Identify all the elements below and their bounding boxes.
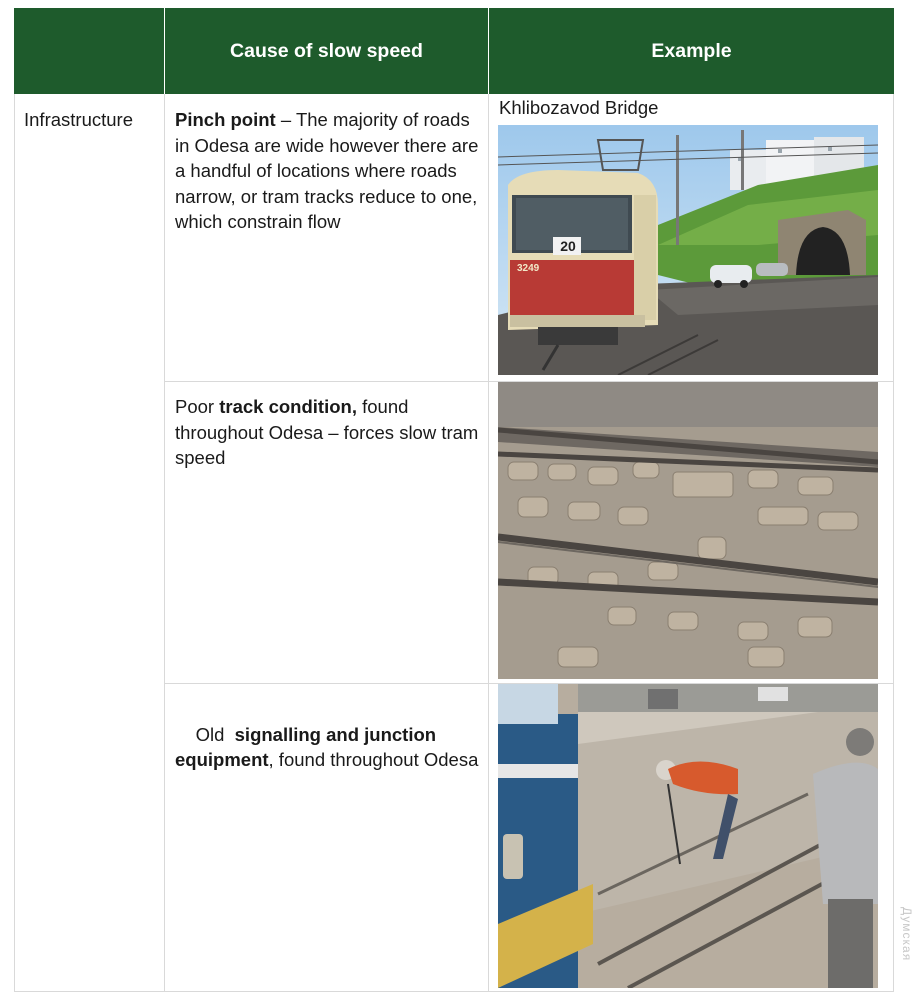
cause-description: found throughout Odesa – forces slow tram speed — [175, 396, 479, 468]
grid-line — [14, 991, 894, 992]
cause-title: Pinch point — [175, 109, 276, 130]
watermark: Думская — [900, 906, 914, 961]
header-cell-cause: Cause of slow speed — [165, 8, 488, 94]
cause-title: signalling and junction equipment — [175, 723, 442, 770]
category-label: Infrastructure — [24, 109, 133, 130]
signalling-equipment-photo — [498, 684, 878, 988]
grid-line — [488, 94, 489, 992]
example-caption: Khlibozavod Bridge — [499, 97, 659, 118]
header-cell-example: Example — [489, 8, 894, 94]
header-cell-category — [14, 8, 164, 94]
grid-line — [164, 94, 165, 992]
slow-speed-table — [14, 8, 894, 992]
cause-prefix: Poor — [175, 396, 220, 417]
cause-track-condition — [175, 394, 483, 471]
grid-line — [14, 94, 15, 992]
cause-description: – The majority of roads in Odesa are wide however there are a handful of locations where roads narrow, or tram tracks reduce to one, which constrain flow — [175, 109, 479, 232]
cause-signalling — [175, 696, 483, 798]
tram-route-number: 20 — [560, 238, 576, 254]
cause-pinch-point — [175, 107, 483, 235]
tram-fleet-number: 3249 — [517, 263, 540, 274]
grid-line — [893, 94, 894, 992]
track-condition-photo — [498, 382, 878, 679]
cause-description: , found throughout Odesa — [268, 749, 479, 770]
cause-prefix: Old — [195, 723, 235, 745]
cause-title: track condition, — [219, 396, 357, 417]
